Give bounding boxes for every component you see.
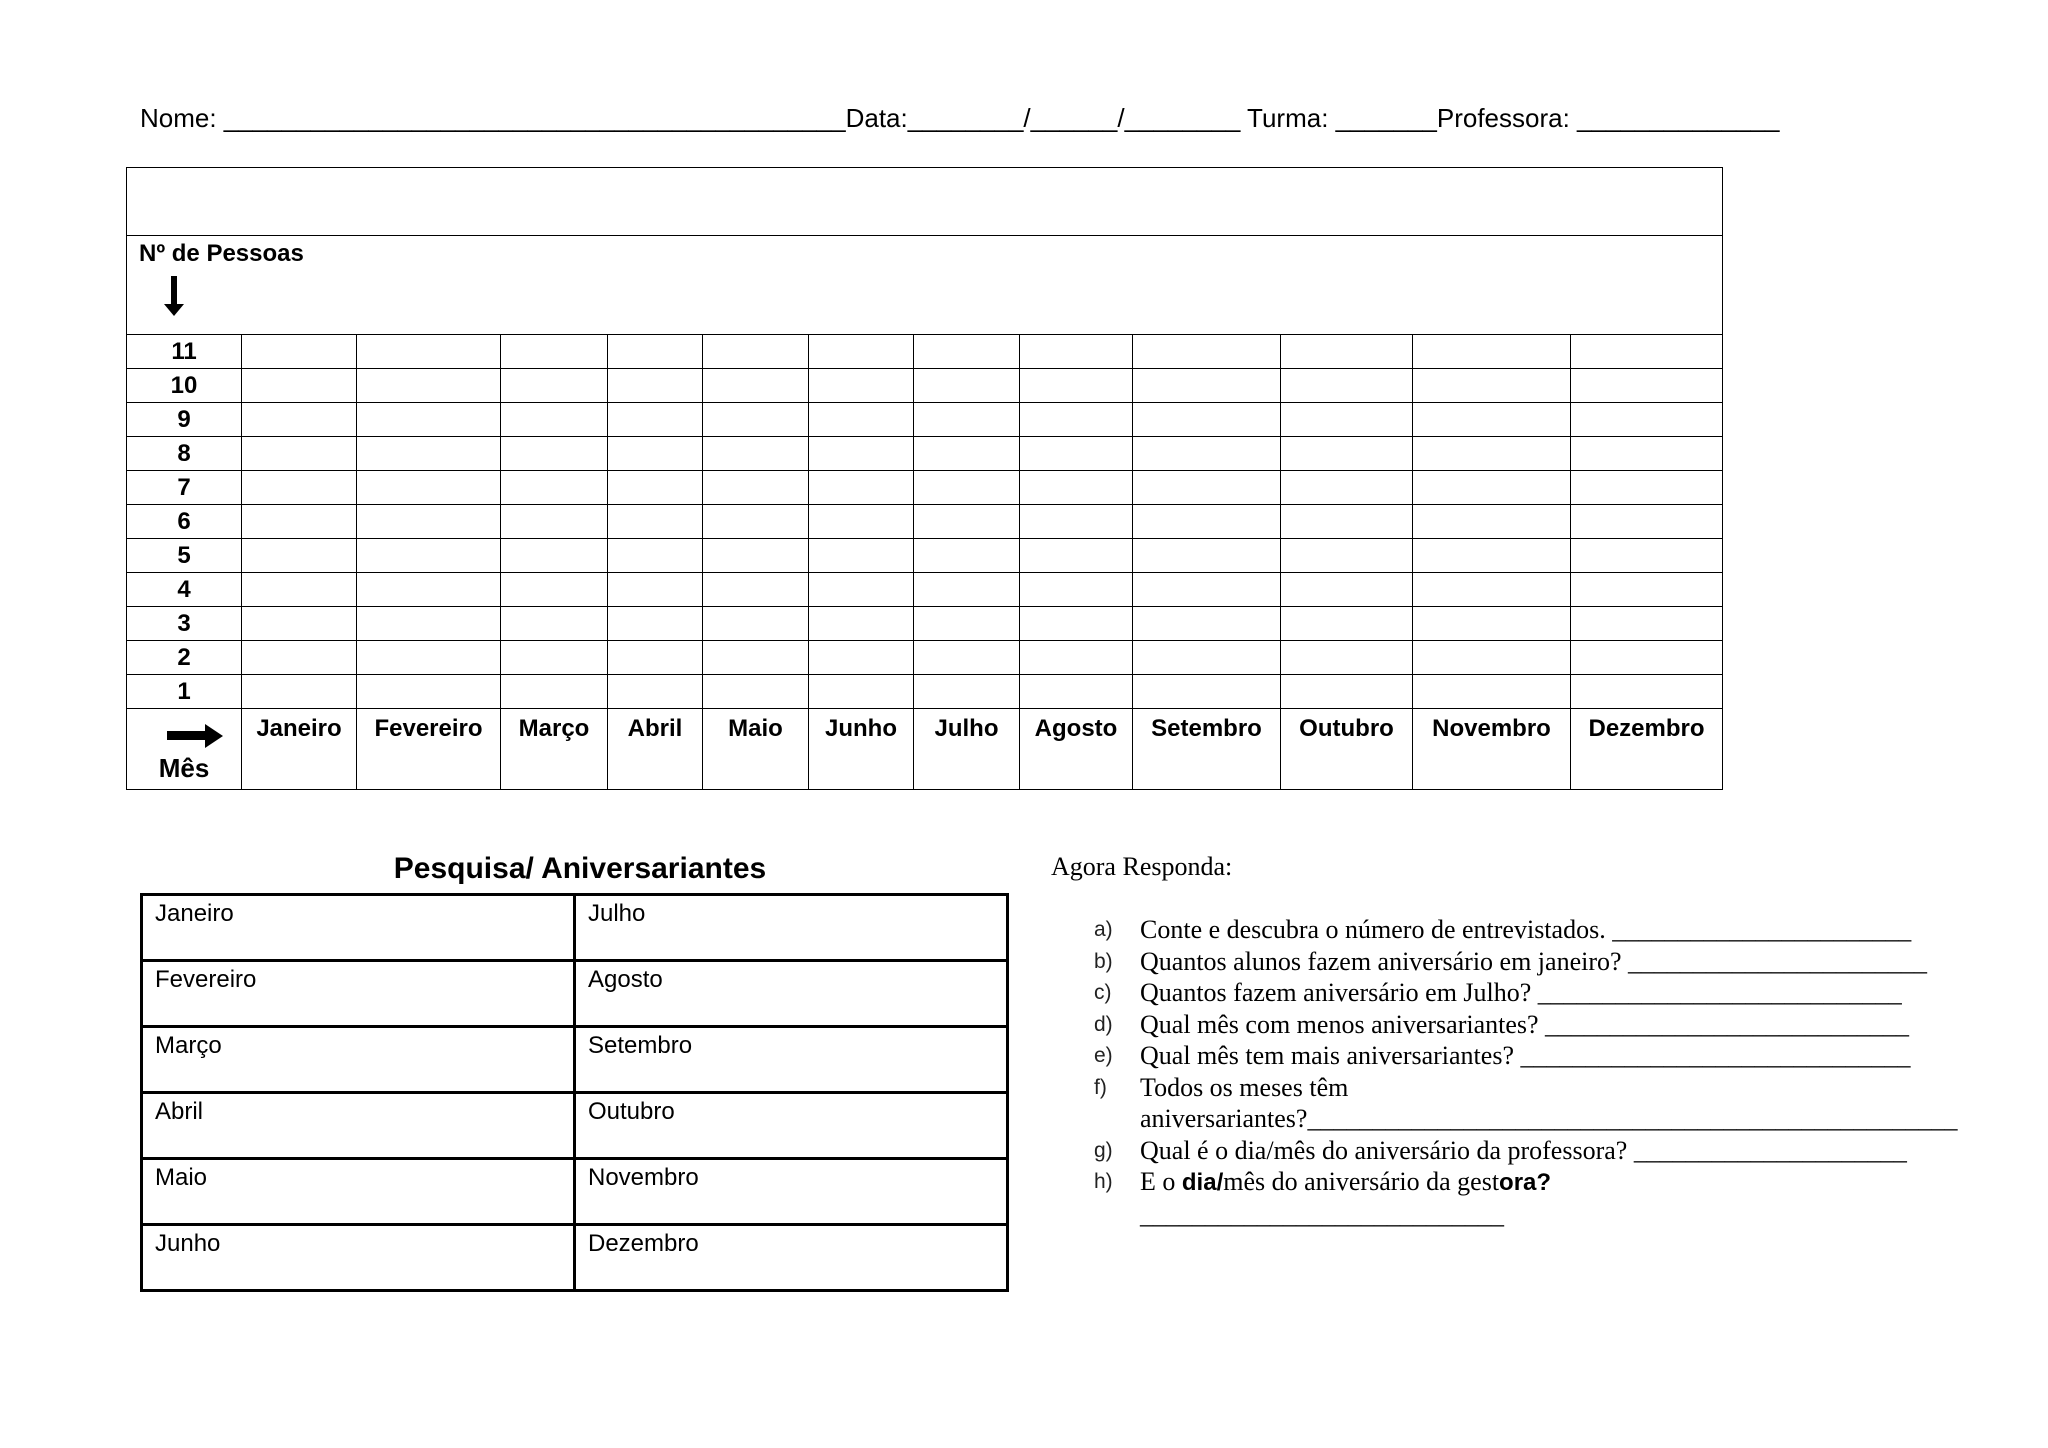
question-text: dia/: [1181, 1169, 1224, 1196]
grid-cell[interactable]: [1020, 573, 1133, 607]
question-text: ora?: [1499, 1169, 1552, 1196]
question-item: [1094, 1040, 1944, 1072]
grid-cell[interactable]: [1571, 335, 1723, 369]
survey-month-cell[interactable]: Março: [142, 1027, 575, 1093]
survey-row: [142, 1159, 1008, 1225]
question-text: Qual mês com menos aniversariantes? ____________________________: [1140, 1009, 1910, 1039]
grid-cell[interactable]: [1133, 403, 1281, 437]
grid-cell[interactable]: [703, 471, 809, 505]
survey-row: [142, 961, 1008, 1027]
grid-cell[interactable]: [501, 437, 608, 471]
grid-cell[interactable]: [501, 369, 608, 403]
grid-cell[interactable]: [703, 403, 809, 437]
grid-cell[interactable]: [1133, 471, 1281, 505]
question-text: Qual é o dia/mês do aniversário da professora? _____________________: [1140, 1135, 1907, 1165]
y-tick-label: 8: [127, 437, 242, 471]
grid-cell[interactable]: [1020, 539, 1133, 573]
y-tick-label: 7: [127, 471, 242, 505]
survey-title: Pesquisa/ Aniversariantes: [393, 852, 767, 885]
grid-cell[interactable]: [1281, 403, 1413, 437]
survey-month-cell[interactable]: Setembro: [575, 1027, 1008, 1093]
question-letter: h): [1094, 1170, 1113, 1193]
grid-cell[interactable]: [608, 505, 703, 539]
survey-month-cell[interactable]: Abril: [142, 1093, 575, 1159]
grid-cell[interactable]: [501, 335, 608, 369]
survey-month-cell[interactable]: Janeiro: [142, 895, 575, 961]
grid-cell[interactable]: [501, 641, 608, 675]
y-tick-label: 6: [127, 505, 242, 539]
grid-cell[interactable]: [809, 675, 914, 709]
grid-cell[interactable]: [357, 573, 501, 607]
grid-cell[interactable]: [608, 369, 703, 403]
survey-table: [140, 893, 1009, 1292]
question-item: [1094, 946, 1944, 978]
grid-cell[interactable]: [1413, 335, 1571, 369]
grid-cell[interactable]: [608, 641, 703, 675]
question-text: Conte e descubra o número de entrevistados. _______________________: [1140, 915, 1912, 944]
y-tick-label: 5: [127, 539, 242, 573]
y-tick-label: 2: [127, 641, 242, 675]
grid-cell[interactable]: [1133, 573, 1281, 607]
grid-cell[interactable]: [501, 675, 608, 709]
survey-month-cell[interactable]: Novembro: [575, 1159, 1008, 1225]
grid-cell[interactable]: [242, 505, 357, 539]
grid-cell[interactable]: [703, 437, 809, 471]
y-axis-row: [127, 236, 1723, 335]
birthday-chart-grid: [126, 167, 1723, 790]
grid-cell[interactable]: [501, 403, 608, 437]
grid-cell[interactable]: [1413, 675, 1571, 709]
question-text: aniversariantes?__________________________________________________: [1140, 1104, 1958, 1133]
survey-month-cell[interactable]: Dezembro: [575, 1225, 1008, 1291]
grid-row: [127, 335, 1723, 369]
grid-cell[interactable]: [914, 369, 1020, 403]
grid-row: [127, 437, 1723, 471]
question-letter: d): [1094, 1012, 1113, 1036]
grid-cell[interactable]: [1020, 403, 1133, 437]
month-label: Dezembro: [1571, 709, 1723, 790]
grid-cell[interactable]: [357, 675, 501, 709]
grid-row: [127, 607, 1723, 641]
grid-cell[interactable]: [608, 573, 703, 607]
grid-cell[interactable]: [1281, 641, 1413, 675]
grid-cell[interactable]: [809, 471, 914, 505]
grid-cell[interactable]: [809, 437, 914, 471]
question-item: [1094, 1009, 1944, 1041]
grid-cell[interactable]: [357, 471, 501, 505]
questions-list: [1094, 914, 1958, 1230]
survey-month-cell[interactable]: Julho: [575, 895, 1008, 961]
grid-cell[interactable]: [809, 607, 914, 641]
grid-cell[interactable]: [242, 641, 357, 675]
grid-cell[interactable]: [809, 335, 914, 369]
survey-month-cell[interactable]: Agosto: [575, 961, 1008, 1027]
grid-cell[interactable]: [1413, 539, 1571, 573]
grid-cell[interactable]: [242, 403, 357, 437]
question-item: [1094, 977, 1944, 1009]
grid-cell[interactable]: [1133, 675, 1281, 709]
question-letter: c): [1094, 981, 1112, 1004]
grid-cell[interactable]: [357, 369, 501, 403]
grid-row: [127, 505, 1723, 539]
grid-cell[interactable]: [501, 539, 608, 573]
chart-title-row: [127, 168, 1723, 236]
question-text: Quantos alunos fazem aniversário em janeiro? _______________________: [1140, 946, 1928, 976]
grid-cell[interactable]: [357, 505, 501, 539]
question-letter: a): [1094, 918, 1113, 941]
chart-title-cell[interactable]: [127, 168, 1723, 236]
month-label: Julho: [914, 709, 1020, 790]
grid-cell[interactable]: [1571, 539, 1723, 573]
grid-cell[interactable]: [1571, 505, 1723, 539]
grid-cell[interactable]: [501, 505, 608, 539]
grid-cell[interactable]: [1133, 539, 1281, 573]
y-tick-label: 11: [127, 335, 242, 369]
month-label: Outubro: [1281, 709, 1413, 790]
survey-month-cell[interactable]: Maio: [142, 1159, 575, 1225]
grid-cell[interactable]: [809, 505, 914, 539]
grid-cell[interactable]: [608, 335, 703, 369]
month-label: Janeiro: [242, 709, 357, 790]
grid-cell[interactable]: [1413, 403, 1571, 437]
grid-cell[interactable]: [1413, 369, 1571, 403]
grid-cell[interactable]: [703, 641, 809, 675]
grid-cell[interactable]: [1571, 573, 1723, 607]
month-label: Agosto: [1020, 709, 1133, 790]
y-tick-label: 4: [127, 573, 242, 607]
grid-cell[interactable]: [703, 675, 809, 709]
grid-cell[interactable]: [357, 403, 501, 437]
question-letter: b): [1094, 949, 1113, 973]
grid-cell[interactable]: [501, 573, 608, 607]
grid-cell[interactable]: [914, 471, 1020, 505]
grid-cell[interactable]: [1281, 369, 1413, 403]
question-text: E o: [1140, 1167, 1182, 1196]
y-tick-label: 3: [127, 607, 242, 641]
grid-cell[interactable]: [1020, 471, 1133, 505]
grid-cell[interactable]: [703, 607, 809, 641]
grid-cell[interactable]: [1281, 675, 1413, 709]
question-item: [1094, 1072, 1958, 1135]
month-label: Fevereiro: [357, 709, 501, 790]
grid-cell[interactable]: [703, 505, 809, 539]
grid-cell[interactable]: [1413, 437, 1571, 471]
grid-cell[interactable]: [357, 335, 501, 369]
month-label: Junho: [809, 709, 914, 790]
grid-cell[interactable]: [1020, 675, 1133, 709]
grid-cell[interactable]: [1281, 573, 1413, 607]
questions-title: Agora Responda:: [1051, 852, 1233, 881]
arrow-right-icon: [167, 725, 223, 747]
y-axis-label: Nº de Pessoas: [139, 240, 304, 267]
grid-cell[interactable]: [1281, 437, 1413, 471]
grid-cell[interactable]: [809, 369, 914, 403]
question-item: [1094, 914, 1944, 946]
grid-row: [127, 471, 1723, 505]
grid-cell[interactable]: [1571, 437, 1723, 471]
grid-cell[interactable]: [357, 437, 501, 471]
grid-cell[interactable]: [608, 437, 703, 471]
survey-row: [142, 1027, 1008, 1093]
survey-row: [142, 895, 1008, 961]
grid-cell[interactable]: [914, 641, 1020, 675]
survey-row: [142, 1093, 1008, 1159]
grid-cell[interactable]: [1133, 505, 1281, 539]
y-tick-label: 1: [127, 675, 242, 709]
grid-cell[interactable]: [914, 505, 1020, 539]
grid-cell[interactable]: [242, 471, 357, 505]
grid-cell[interactable]: [914, 437, 1020, 471]
grid-cell[interactable]: [1571, 471, 1723, 505]
month-row: [127, 709, 1723, 790]
question-item: [1094, 1166, 1944, 1230]
grid-cell[interactable]: [608, 539, 703, 573]
grid-cell[interactable]: [1020, 437, 1133, 471]
grid-cell[interactable]: [242, 675, 357, 709]
grid-cell[interactable]: [1020, 505, 1133, 539]
grid-cell[interactable]: [809, 539, 914, 573]
grid-cell[interactable]: [1413, 573, 1571, 607]
grid-cell[interactable]: [1133, 437, 1281, 471]
grid-cell[interactable]: [501, 471, 608, 505]
grid-cell[interactable]: [1281, 335, 1413, 369]
grid-cell[interactable]: [1413, 641, 1571, 675]
y-tick-label: 10: [127, 369, 242, 403]
grid-cell[interactable]: [357, 539, 501, 573]
survey-month-cell[interactable]: Fevereiro: [142, 961, 575, 1027]
grid-cell[interactable]: [809, 403, 914, 437]
grid-cell[interactable]: [242, 539, 357, 573]
grid-cell[interactable]: [1133, 607, 1281, 641]
grid-cell[interactable]: [1571, 369, 1723, 403]
grid-cell[interactable]: [1020, 335, 1133, 369]
grid-cell[interactable]: [914, 335, 1020, 369]
grid-cell[interactable]: [1281, 505, 1413, 539]
grid-cell[interactable]: [914, 573, 1020, 607]
survey-row: [142, 1225, 1008, 1291]
grid-cell[interactable]: [1020, 369, 1133, 403]
grid-row: [127, 573, 1723, 607]
grid-cell[interactable]: [914, 675, 1020, 709]
question-text: Quantos fazem aniversário em Julho? ____________________________: [1140, 978, 1902, 1007]
grid-cell[interactable]: [703, 573, 809, 607]
grid-cell[interactable]: [1571, 641, 1723, 675]
grid-row: [127, 675, 1723, 709]
grid-cell[interactable]: [1020, 607, 1133, 641]
grid-cell[interactable]: [1133, 335, 1281, 369]
grid-cell[interactable]: [1281, 607, 1413, 641]
question-text: ____________________________: [1140, 1199, 1504, 1229]
grid-cell[interactable]: [501, 607, 608, 641]
grid-cell[interactable]: [1281, 539, 1413, 573]
question-letter: e): [1094, 1044, 1113, 1067]
grid-cell[interactable]: [357, 607, 501, 641]
grid-cell[interactable]: [1133, 369, 1281, 403]
survey-month-cell[interactable]: Junho: [142, 1225, 575, 1291]
question-item: [1094, 1135, 1944, 1167]
grid-row: [127, 403, 1723, 437]
y-axis-cell: [127, 236, 1723, 335]
grid-cell[interactable]: [242, 369, 357, 403]
x-axis-label: Mês: [158, 753, 210, 783]
month-label: Março: [501, 709, 608, 790]
grid-cell[interactable]: [608, 675, 703, 709]
grid-cell[interactable]: [1413, 471, 1571, 505]
grid-cell[interactable]: [608, 471, 703, 505]
grid-cell[interactable]: [608, 403, 703, 437]
grid-cell[interactable]: [242, 573, 357, 607]
grid-cell[interactable]: [703, 539, 809, 573]
grid-cell[interactable]: [242, 335, 357, 369]
grid-cell[interactable]: [1413, 607, 1571, 641]
grid-value-rows: [127, 335, 1723, 709]
grid-row: [127, 641, 1723, 675]
grid-cell[interactable]: [357, 641, 501, 675]
month-label: Novembro: [1413, 709, 1571, 790]
grid-cell[interactable]: [703, 369, 809, 403]
question-text: Todos os meses têm: [1140, 1072, 1349, 1102]
question-letter: g): [1094, 1138, 1113, 1162]
y-tick-label: 9: [127, 403, 242, 437]
grid-cell[interactable]: [809, 573, 914, 607]
grid-cell[interactable]: [1571, 675, 1723, 709]
grid-cell[interactable]: [1020, 641, 1133, 675]
grid-cell[interactable]: [242, 607, 357, 641]
grid-cell[interactable]: [1133, 641, 1281, 675]
month-label: Setembro: [1133, 709, 1281, 790]
survey-month-cell[interactable]: Outubro: [575, 1093, 1008, 1159]
grid-row: [127, 369, 1723, 403]
grid-cell[interactable]: [1571, 607, 1723, 641]
grid-cell[interactable]: [1281, 471, 1413, 505]
grid-cell[interactable]: [1571, 403, 1723, 437]
grid-cell[interactable]: [914, 539, 1020, 573]
header-fields-line: Nome: ___________________________________________Data:________/______/________ Turma: _______Professora: ______________: [140, 103, 1780, 133]
grid-row: [127, 539, 1723, 573]
grid-cell[interactable]: [703, 335, 809, 369]
arrow-down-icon: [167, 276, 181, 314]
grid-cell[interactable]: [914, 607, 1020, 641]
grid-cell[interactable]: [1413, 505, 1571, 539]
grid-cell[interactable]: [914, 403, 1020, 437]
question-letter: f): [1094, 1075, 1107, 1099]
grid-cell[interactable]: [608, 607, 703, 641]
grid-cell[interactable]: [242, 437, 357, 471]
question-text: mês do aniversário da gest: [1223, 1167, 1500, 1196]
x-axis-cell: [127, 709, 242, 790]
month-label: Abril: [608, 709, 703, 790]
question-text: Qual mês tem mais aniversariantes? ______________________________: [1140, 1041, 1911, 1070]
month-label: Maio: [703, 709, 809, 790]
grid-cell[interactable]: [809, 641, 914, 675]
